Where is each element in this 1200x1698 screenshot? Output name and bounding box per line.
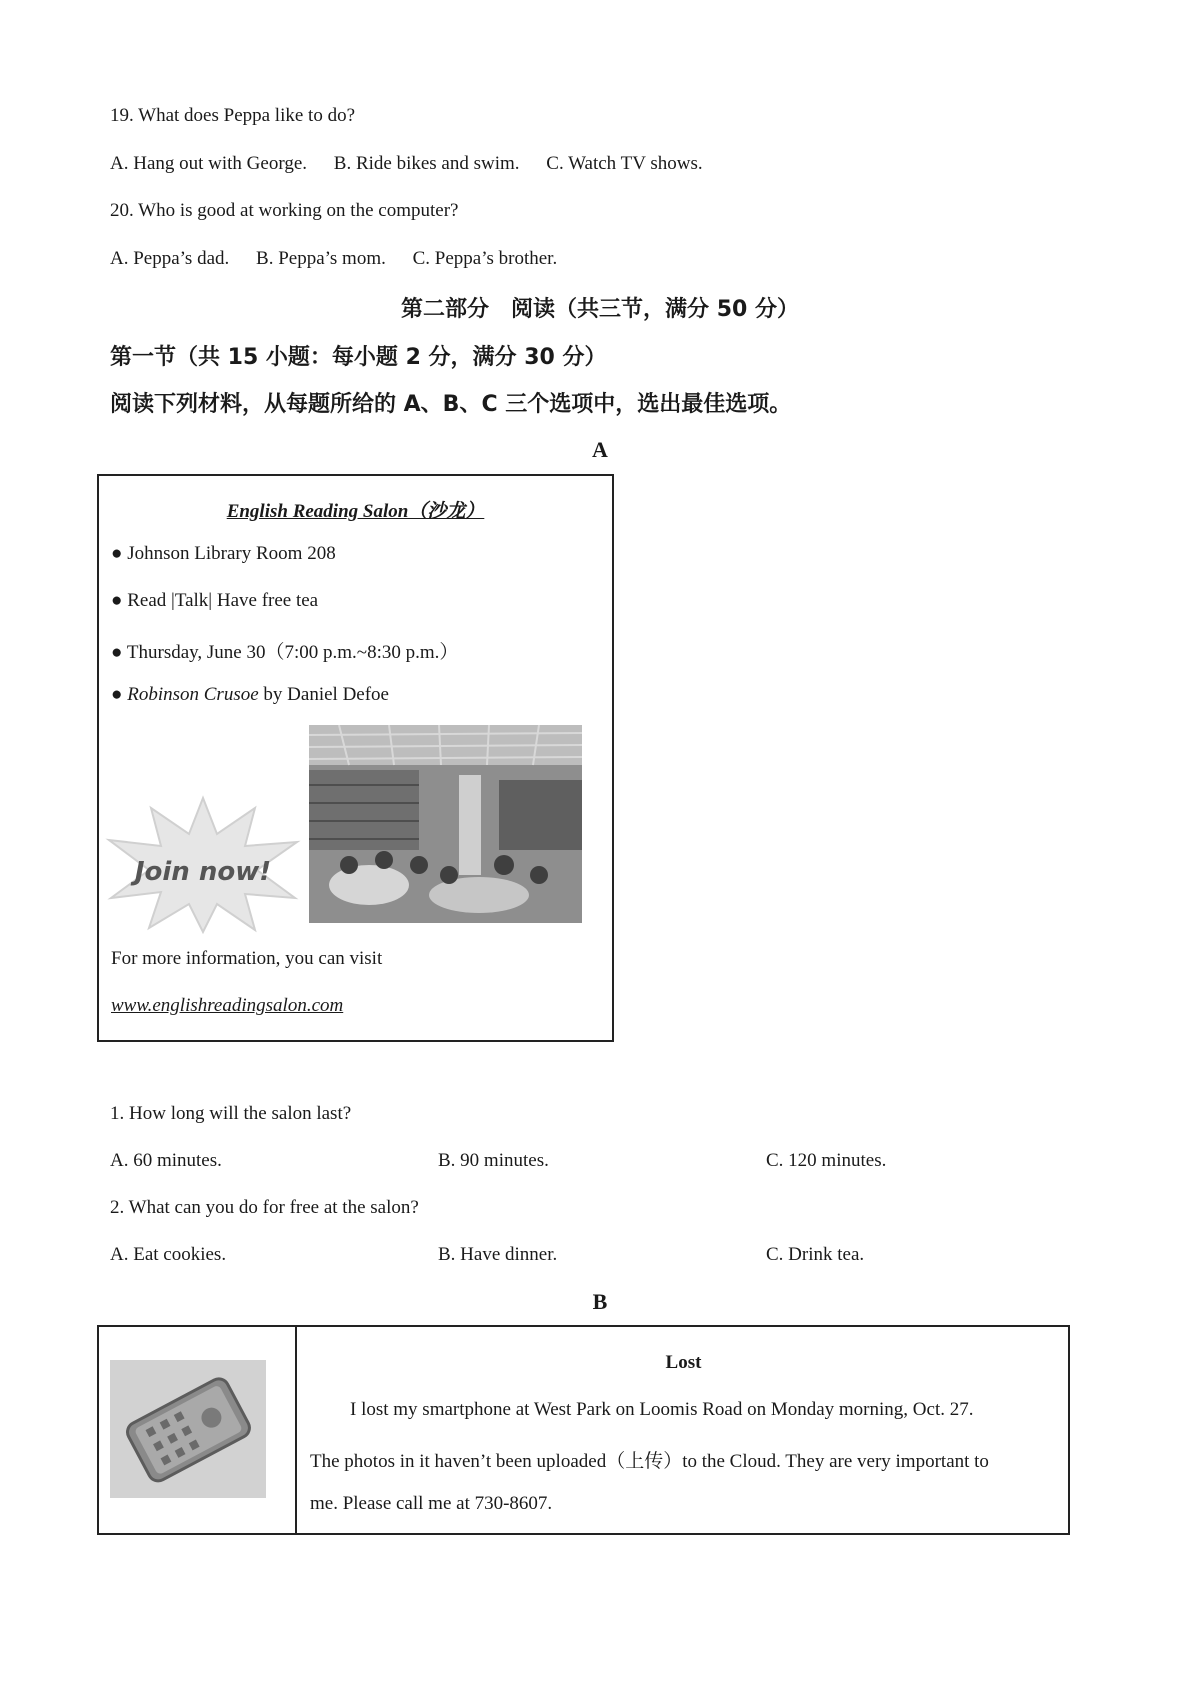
- question-19: 19. What does Peppa like to do?: [110, 105, 356, 126]
- question-1-option-c: C. 120 minutes.: [766, 1150, 887, 1171]
- option-b: B. Ride bikes and swim.: [333, 153, 520, 174]
- salon-advertisement: [97, 474, 614, 1042]
- notice-line-2: The photos in it haven’t been uploaded（上传）to the Cloud. They are very important to: [310, 1451, 989, 1472]
- option-b: B. Peppa’s mom.: [256, 248, 386, 269]
- smartphone-photo: [110, 1360, 266, 1498]
- notice-line-1: I lost my smartphone at West Park on Loomis Road on Monday morning, Oct. 27.: [350, 1399, 974, 1420]
- bullet-mark: ●: [111, 684, 128, 705]
- salon-title: English Reading Salon（沙龙）: [226, 501, 485, 522]
- passage-b-label: B: [592, 1289, 608, 1314]
- question-1-option-a: A. 60 minutes.: [110, 1150, 222, 1171]
- section-instruction: 阅读下列材料，从每题所给的 A、B、C 三个选项中，选出最佳选项。: [110, 392, 792, 417]
- question-2-option-c: C. Drink tea.: [766, 1244, 865, 1265]
- option-a: A. Hang out with George.: [110, 153, 308, 174]
- question-20: 20. Who is good at working on the computer?: [110, 200, 459, 221]
- lost-notice: [97, 1325, 1070, 1535]
- question-2: 2. What can you do for free at the salon?: [110, 1197, 419, 1218]
- bullet-time: ● Thursday, June 30（7:00 p.m.~8:30 p.m.）: [111, 642, 459, 663]
- notice-line-3: me. Please call me at 730-8607.: [310, 1493, 553, 1514]
- book-title: Robinson Crusoe: [127, 684, 259, 705]
- book-author: by Daniel Defoe: [258, 684, 389, 705]
- part-title: 第二部分 阅读（共三节，满分 50 分）: [401, 297, 799, 322]
- passage-a-label: A: [592, 437, 608, 462]
- website-link[interactable]: www.englishreadingsalon.com: [111, 995, 344, 1016]
- option-a: A. Peppa’s dad.: [110, 248, 230, 269]
- option-c: C. Peppa’s brother.: [412, 248, 558, 269]
- section-title: 第一节（共 15 小题：每小题 2 分，满分 30 分）: [110, 345, 607, 370]
- question-2-option-b: B. Have dinner.: [438, 1244, 558, 1265]
- question-2-option-a: A. Eat cookies.: [110, 1244, 227, 1265]
- question-20-options: [110, 248, 557, 270]
- more-info-text: For more information, you can visit: [111, 948, 383, 969]
- library-photo: [309, 725, 582, 923]
- bullet-activities: ● Read |Talk| Have free tea: [111, 590, 319, 611]
- notice-title: Lost: [665, 1352, 702, 1373]
- join-now-starburst: [105, 794, 301, 934]
- option-c: C. Watch TV shows.: [546, 153, 703, 174]
- bullet-location: ● Johnson Library Room 208: [111, 543, 336, 564]
- question-1-option-b: B. 90 minutes.: [438, 1150, 549, 1171]
- question-1: 1. How long will the salon last?: [110, 1103, 352, 1124]
- question-19-options: [110, 153, 703, 175]
- bullet-book: [111, 684, 389, 706]
- join-now-text: Join now!: [134, 857, 272, 887]
